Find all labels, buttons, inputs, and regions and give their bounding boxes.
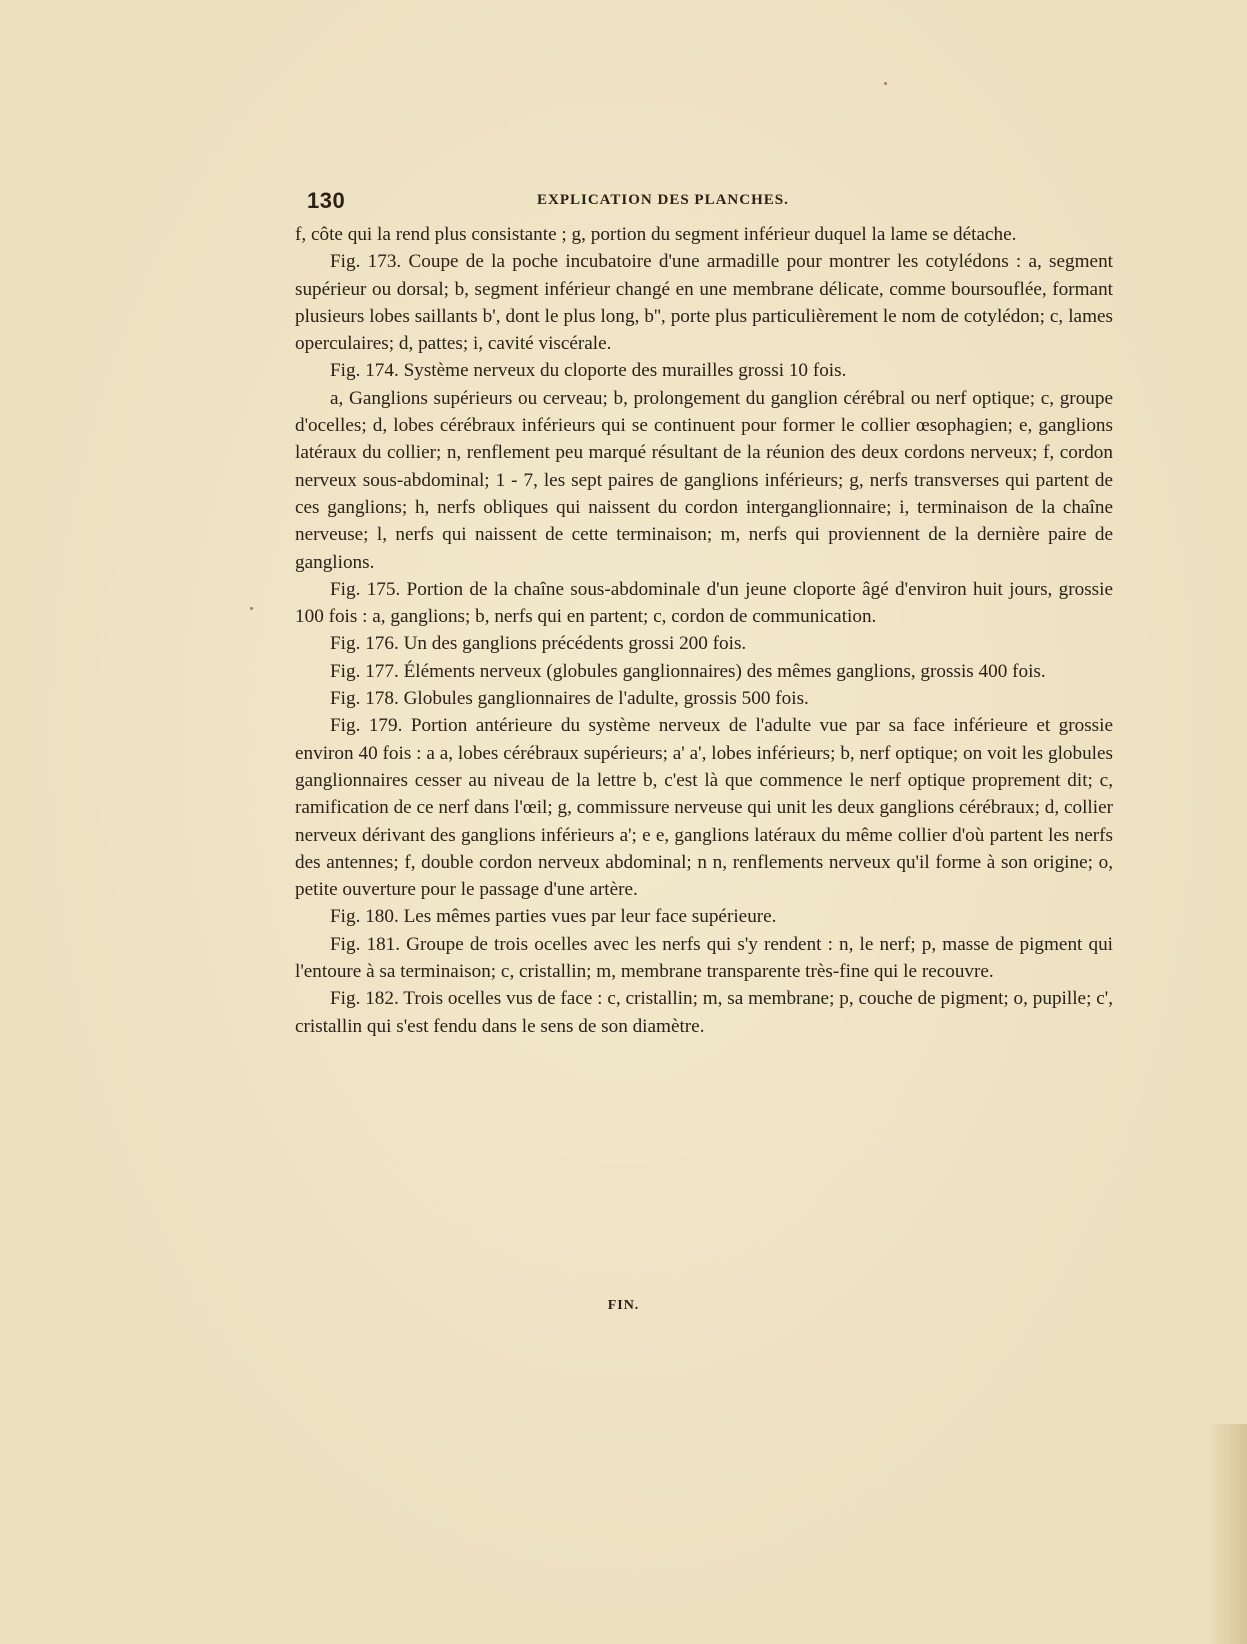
paragraph-fig-174-legend: a, Ganglions supérieurs ou cerveau; b, prolongement du ganglion cérébral ou nerf optique; c, groupe d'ocelles; d, lobes cérébraux inférieurs qui se continuent pour former le collier œsophagien; e, ganglions latéraux du collier; n, renflement peu marqué résultant de la réunion des deux cordons nerveux; f, cordon nerveux sous-abdominal; 1 - 7, les sept paires de ganglions inférieurs; g, nerfs transverses qui partent de ces ganglions; h, nerfs obliques qui naissent du cordon interganglionnaire; i, terminaison de la chaîne nerveuse; l, nerfs qui naissent de cette terminaison; m, nerfs qui proviennent de la dernière paire de ganglions.: [295, 387, 1113, 573]
paragraph-fig-177: Fig. 177. Éléments nerveux (globules ganglionnaires) des mêmes ganglions, grossis 400 fois.: [330, 660, 1046, 682]
body-text: [295, 221, 1113, 1040]
paragraph-fig-176: Fig. 176. Un des ganglions précédents grossi 200 fois.: [330, 633, 747, 655]
running-title: EXPLICATION DES PLANCHES.: [537, 192, 789, 208]
paragraph-fig-175: Fig. 175. Portion de la chaîne sous-abdominale d'un jeune cloporte âgé d'environ huit jours, grossie 100 fois : a, ganglions; b, nerfs qui en partent; c, cordon de communication.: [295, 578, 1113, 628]
paragraph-continuation: f, côte qui la rend plus consistante ; g, portion du segment inférieur duquel la lame se détache.: [295, 224, 1017, 245]
paragraph-fig-173: Fig. 173. Coupe de la poche incubatoire d'une armadille pour montrer les cotylédons : a, segment supérieur ou dorsal; b, segment inférieur changé en une membrane délicate, comme boursouflée, formant plusieurs lobes saillants b', dont le plus long, b'', porte plus particulièrement le nom de cotylédon; c, lames operculaires; d, pattes; i, cavité viscérale.: [295, 251, 1113, 355]
page-edge-stain: [1207, 1424, 1247, 1644]
paragraph-fig-180: Fig. 180. Les mêmes parties vues par leur face supérieure.: [330, 906, 777, 928]
paragraph-fig-182: Fig. 182. Trois ocelles vus de face : c, cristallin; m, sa membrane; p, couche de pigment; o, pupille; c', cristallin qui s'est fendu dans le sens de son diamètre.: [295, 988, 1113, 1037]
ink-speck: [250, 607, 253, 610]
running-head: [307, 188, 1107, 218]
page-number: 130: [307, 188, 346, 213]
paragraph-fig-178: Fig. 178. Globules ganglionnaires de l'adulte, grossis 500 fois.: [330, 688, 809, 710]
paragraph-fig-174: Fig. 174. Système nerveux du cloporte des murailles grossi 10 fois.: [330, 360, 847, 382]
paragraph-fig-179: Fig. 179. Portion antérieure du système nerveux de l'adulte vue par sa face inférieure et grossie environ 40 fois : a a, lobes cérébraux supérieurs; a' a', lobes inférieurs; b, nerf optique; on voit les globules ganglionnaires cesser au niveau de la lettre b, c'est là que commence le nerf optique proprement dit; c, ramification de ce nerf dans l'œil; g, commissure nerveuse qui unit les deux ganglions cérébraux; d, collier nerveux dérivant des ganglions inférieurs a'; e e, ganglions latéraux du même collier d'où partent les nerfs des antennes; f, double cordon nerveux abdominal; n n, renflements nerveux qu'il forme à son origine; o, petite ouverture pour le passage d'une artère.: [295, 715, 1113, 901]
ink-speck: [884, 82, 887, 85]
end-mark: FIN.: [607, 1298, 640, 1313]
paragraph-fig-181: Fig. 181. Groupe de trois ocelles avec les nerfs qui s'y rendent : n, le nerf; p, masse de pigment qui l'entoure à sa terminaison; c, cristallin; m, membrane transparente très-fine qui le recouvre.: [295, 933, 1113, 983]
